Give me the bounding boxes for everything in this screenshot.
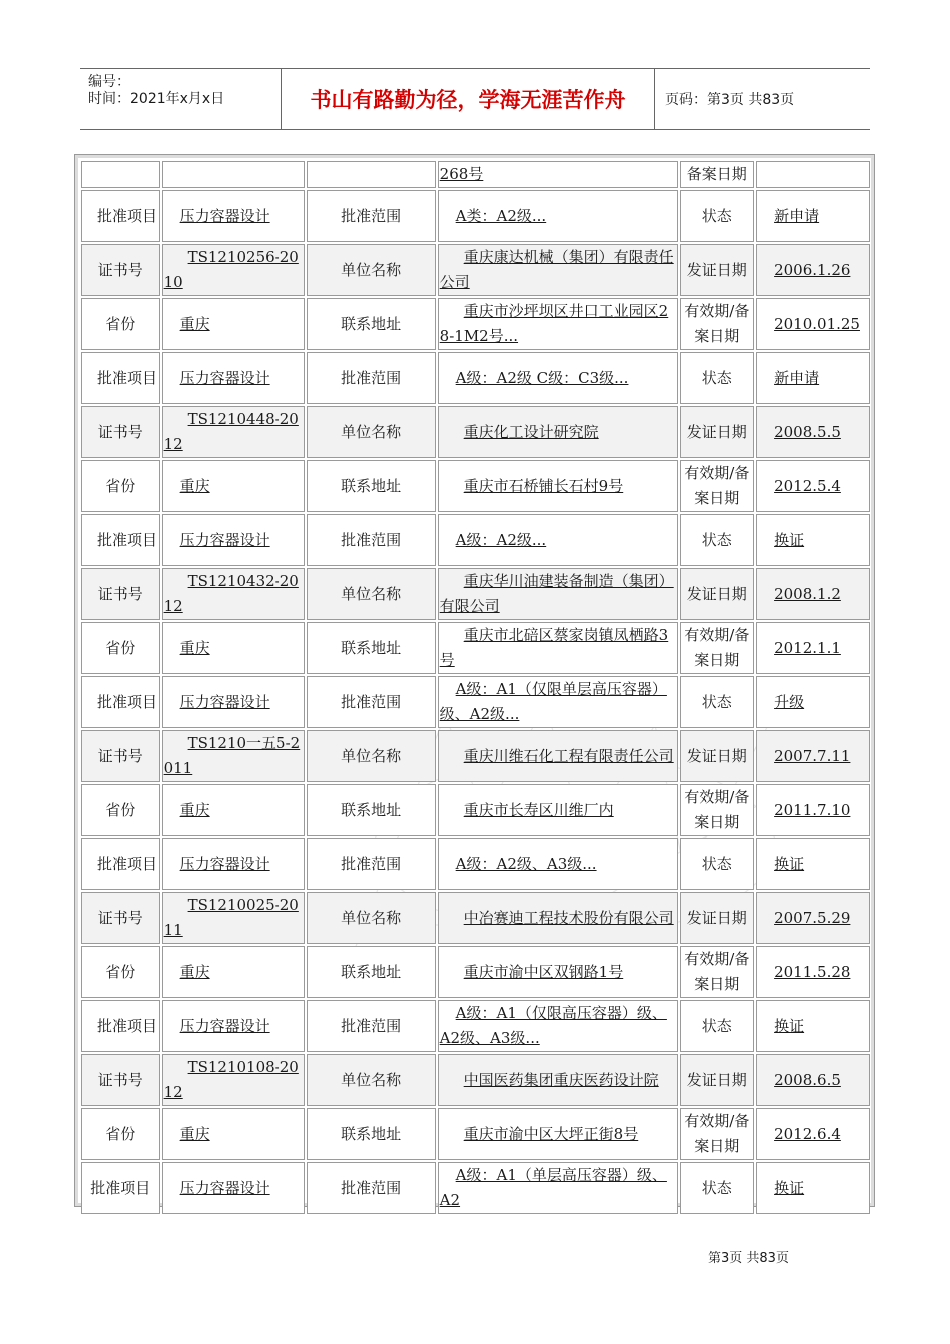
approval-item-cell <box>162 838 305 890</box>
address-label-cell: 联系地址 <box>307 298 436 350</box>
approval-item-cell <box>162 514 305 566</box>
cert-no-label-cell: 证书号 <box>81 1054 160 1106</box>
table-row <box>81 298 870 350</box>
valid-date-value[interactable]: 2012.1.1 <box>774 638 841 657</box>
address-label-cell: 联系地址 <box>307 622 436 674</box>
table-body <box>81 161 870 1214</box>
table-row <box>81 190 870 242</box>
valid-date-cell <box>756 1108 870 1160</box>
table-row <box>81 514 870 566</box>
approval-scope-label-cell: 批准范围 <box>307 838 436 890</box>
province-value[interactable]: 重庆 <box>179 638 210 657</box>
address-value[interactable]: 重庆市渝中区大坪正街8号 <box>463 1124 639 1143</box>
approval-scope-value[interactable]: A级：A2级... <box>455 530 547 549</box>
approval-item-label-cell: 批准项目 <box>81 352 160 404</box>
province-cell <box>162 784 305 836</box>
status-value[interactable]: 新申请 <box>774 206 820 225</box>
approval-item-cell <box>162 190 305 242</box>
approval-item-value[interactable]: 压力容器设计 <box>179 1178 270 1197</box>
valid-date-value[interactable]: 2011.5.28 <box>774 962 851 981</box>
table-row <box>81 460 870 512</box>
table-row <box>81 1108 870 1160</box>
province-value[interactable]: 重庆 <box>179 314 210 333</box>
issue-date-label-cell: 发证日期 <box>680 244 755 296</box>
valid-date-value[interactable]: 2011.7.10 <box>774 800 851 819</box>
status-cell <box>756 838 870 890</box>
status-label-cell: 状态 <box>680 190 755 242</box>
address-cell <box>438 1108 678 1160</box>
issue-date-value[interactable]: 2007.5.29 <box>774 908 851 927</box>
province-cell <box>162 298 305 350</box>
status-value[interactable]: 换证 <box>774 854 805 873</box>
unit-name-value[interactable]: 重庆华川油建装备制造（集团）有限公司 <box>439 572 674 615</box>
unit-name-label-cell: 单位名称 <box>307 1054 436 1106</box>
address-value[interactable]: 重庆市沙坪坝区井口工业园区28-1M2号... <box>439 302 669 345</box>
approval-scope-label-cell: 批准范围 <box>307 1162 436 1214</box>
header-page: 页码：第3页 共83页 <box>665 92 795 108</box>
status-value[interactable]: 升级 <box>774 692 805 711</box>
status-value[interactable]: 换证 <box>774 530 805 549</box>
status-cell <box>756 1000 870 1052</box>
approval-scope-label-cell: 批准范围 <box>307 190 436 242</box>
empty-cell <box>756 161 870 188</box>
unit-name-cell <box>438 1054 678 1106</box>
approval-item-cell <box>162 1162 305 1214</box>
address-label-cell: 联系地址 <box>307 460 436 512</box>
table-row <box>81 244 870 296</box>
status-label-cell: 状态 <box>680 514 755 566</box>
issue-date-cell <box>756 568 870 620</box>
status-label-cell: 状态 <box>680 1162 755 1214</box>
issue-date-cell <box>756 1054 870 1106</box>
cert-no-label-cell: 证书号 <box>81 244 160 296</box>
cert-no-value[interactable]: TS1210108-2012 <box>163 1058 299 1101</box>
cert-no-value[interactable]: TS1210432-2012 <box>163 572 299 615</box>
address-cell <box>438 784 678 836</box>
unit-name-label-cell: 单位名称 <box>307 406 436 458</box>
cert-no-cell <box>162 1054 305 1106</box>
unit-name-label-cell: 单位名称 <box>307 568 436 620</box>
valid-date-cell <box>756 946 870 998</box>
valid-date-label-cell: 有效期/备案日期 <box>680 298 755 350</box>
province-value[interactable]: 重庆 <box>179 476 210 495</box>
approval-item-cell <box>162 676 305 728</box>
unit-name-cell <box>438 892 678 944</box>
approval-scope-label-cell: 批准范围 <box>307 676 436 728</box>
approval-scope-cell <box>438 676 678 728</box>
address-cell <box>438 298 678 350</box>
unit-name-label-cell: 单位名称 <box>307 892 436 944</box>
status-value[interactable]: 新申请 <box>774 368 820 387</box>
valid-date-label-cell: 有效期/备案日期 <box>680 1108 755 1160</box>
status-cell <box>756 1162 870 1214</box>
address-label-cell: 联系地址 <box>307 784 436 836</box>
approval-scope-cell <box>438 838 678 890</box>
status-cell <box>756 514 870 566</box>
issue-date-value[interactable]: 2008.6.5 <box>774 1070 841 1089</box>
province-label-cell: 省份 <box>81 1108 160 1160</box>
cert-no-value[interactable]: TS1210256-2010 <box>163 248 299 291</box>
approval-scope-cell <box>438 190 678 242</box>
table-row <box>81 892 870 944</box>
issue-date-cell <box>756 244 870 296</box>
cert-no-label-cell: 证书号 <box>81 730 160 782</box>
approval-item-label-cell: 批准项目 <box>81 1000 160 1052</box>
empty-cell <box>307 161 436 188</box>
issue-date-cell <box>756 892 870 944</box>
approval-item-value[interactable]: 压力容器设计 <box>179 854 270 873</box>
address-cell <box>438 460 678 512</box>
date-label-cell: 备案日期 <box>680 161 755 188</box>
valid-date-label-cell: 有效期/备案日期 <box>680 622 755 674</box>
valid-date-value[interactable]: 2010.01.25 <box>774 314 860 333</box>
unit-name-value[interactable]: 中国医药集团重庆医药设计院 <box>463 1070 659 1089</box>
unit-name-value[interactable]: 重庆康达机械（集团）有限责任公司 <box>439 248 674 291</box>
unit-name-cell <box>438 730 678 782</box>
status-cell <box>756 352 870 404</box>
approval-item-label-cell: 批准项目 <box>81 514 160 566</box>
address-label-cell: 联系地址 <box>307 946 436 998</box>
cert-no-label-cell: 证书号 <box>81 568 160 620</box>
province-cell <box>162 622 305 674</box>
table-row <box>81 622 870 674</box>
province-label-cell: 省份 <box>81 460 160 512</box>
certificate-table <box>79 159 872 1216</box>
table-row <box>81 784 870 836</box>
issue-date-label-cell: 发证日期 <box>680 568 755 620</box>
address-value[interactable]: 重庆市长寿区川维厂内 <box>463 800 614 819</box>
header-code: 编号： <box>88 74 130 90</box>
province-label-cell: 省份 <box>81 784 160 836</box>
address-label-cell: 联系地址 <box>307 1108 436 1160</box>
certificate-table-frame <box>74 154 875 1207</box>
table-row <box>81 568 870 620</box>
status-cell <box>756 190 870 242</box>
approval-scope-cell <box>438 1162 678 1214</box>
province-label-cell: 省份 <box>81 622 160 674</box>
page-header <box>80 68 870 130</box>
province-label-cell: 省份 <box>81 298 160 350</box>
status-value[interactable]: 换证 <box>774 1016 805 1035</box>
table-row <box>81 406 870 458</box>
status-label-cell: 状态 <box>680 352 755 404</box>
approval-item-value[interactable]: 压力容器设计 <box>179 368 270 387</box>
province-value[interactable]: 重庆 <box>179 962 210 981</box>
approval-scope-label-cell: 批准范围 <box>307 352 436 404</box>
table-row <box>81 1000 870 1052</box>
status-label-cell: 状态 <box>680 676 755 728</box>
province-cell <box>162 460 305 512</box>
approval-item-cell <box>162 1000 305 1052</box>
cert-no-cell <box>162 568 305 620</box>
province-cell <box>162 1108 305 1160</box>
approval-item-value[interactable]: 压力容器设计 <box>179 530 270 549</box>
valid-date-cell <box>756 460 870 512</box>
approval-scope-value[interactable]: A类：A2级... <box>455 206 547 225</box>
issue-date-value[interactable]: 2008.5.5 <box>774 422 841 441</box>
issue-date-label-cell: 发证日期 <box>680 406 755 458</box>
unit-name-label-cell: 单位名称 <box>307 244 436 296</box>
header-date: 时间：2021年x月x日 <box>88 91 225 107</box>
address-value[interactable]: 重庆市石桥铺长石村9号 <box>463 476 624 495</box>
issue-date-label-cell: 发证日期 <box>680 1054 755 1106</box>
approval-item-value[interactable]: 压力容器设计 <box>179 206 270 225</box>
cert-no-value[interactable]: TS1210025-2011 <box>163 896 299 939</box>
approval-scope-value[interactable]: A级：A1（仅限高压容器）级、A2级、A3级... <box>439 1004 667 1047</box>
approval-scope-value[interactable]: A级：A1（仅限单层高压容器）级、A2级... <box>439 680 667 723</box>
approval-scope-cell <box>438 1000 678 1052</box>
approval-scope-value[interactable]: A级：A2级、A3级... <box>455 854 597 873</box>
page-footer: 第3页 共83页 <box>708 1251 789 1266</box>
issue-date-value[interactable]: 2008.1.2 <box>774 584 841 603</box>
address-cell <box>438 946 678 998</box>
issue-date-label-cell: 发证日期 <box>680 730 755 782</box>
table-row <box>81 161 870 188</box>
issue-date-value[interactable]: 2007.7.11 <box>774 746 851 765</box>
approval-scope-value[interactable]: A级：A2级 C级：C3级... <box>455 368 629 387</box>
valid-date-label-cell: 有效期/备案日期 <box>680 946 755 998</box>
unit-name-value[interactable]: 重庆川维石化工程有限责任公司 <box>463 746 674 765</box>
status-label-cell: 状态 <box>680 838 755 890</box>
valid-date-value[interactable]: 2012.6.4 <box>774 1124 841 1143</box>
cert-no-label-cell: 证书号 <box>81 892 160 944</box>
address-value[interactable]: 重庆市北碚区蔡家岗镇凤栖路3号 <box>439 626 669 669</box>
cert-no-cell <box>162 892 305 944</box>
address-value[interactable]: 重庆市渝中区双钢路1号 <box>463 962 624 981</box>
approval-item-label-cell: 批准项目 <box>81 190 160 242</box>
cert-no-cell <box>162 244 305 296</box>
empty-cell <box>81 161 160 188</box>
unit-name-value[interactable]: 中冶赛迪工程技术股份有限公司 <box>463 908 674 927</box>
status-cell <box>756 676 870 728</box>
table-row <box>81 1162 870 1214</box>
approval-scope-label-cell: 批准范围 <box>307 514 436 566</box>
approval-scope-value[interactable]: A级：A1（单层高压容器）级、A2 <box>439 1166 667 1209</box>
issue-date-label-cell: 发证日期 <box>680 892 755 944</box>
table-row <box>81 1054 870 1106</box>
issue-date-value[interactable]: 2006.1.26 <box>774 260 851 279</box>
valid-date-label-cell: 有效期/备案日期 <box>680 460 755 512</box>
unit-name-label-cell: 单位名称 <box>307 730 436 782</box>
status-value[interactable]: 换证 <box>774 1178 805 1197</box>
cert-no-value[interactable]: TS1210448-2012 <box>163 410 299 453</box>
header-meta <box>80 69 282 129</box>
unit-name-cell <box>438 244 678 296</box>
valid-date-label-cell: 有效期/备案日期 <box>680 784 755 836</box>
address-value: 268号 <box>439 165 484 183</box>
approval-scope-cell <box>438 514 678 566</box>
cert-no-cell <box>162 406 305 458</box>
cert-no-cell <box>162 730 305 782</box>
table-row <box>81 730 870 782</box>
issue-date-cell <box>756 730 870 782</box>
unit-name-value[interactable]: 重庆化工设计研究院 <box>463 422 599 441</box>
cert-no-value[interactable]: TS1210一五5-2011 <box>163 734 301 777</box>
table-row <box>81 676 870 728</box>
valid-date-cell <box>756 298 870 350</box>
valid-date-cell <box>756 622 870 674</box>
empty-cell <box>162 161 305 188</box>
province-value[interactable]: 重庆 <box>179 800 210 819</box>
approval-item-cell <box>162 352 305 404</box>
approval-item-label-cell: 批准项目 <box>81 676 160 728</box>
issue-date-cell <box>756 406 870 458</box>
cert-no-label-cell: 证书号 <box>81 406 160 458</box>
province-label-cell: 省份 <box>81 946 160 998</box>
province-cell <box>162 946 305 998</box>
approval-item-value[interactable]: 压力容器设计 <box>179 692 270 711</box>
approval-item-label-cell: 批准项目 <box>81 1162 160 1214</box>
table-row <box>81 352 870 404</box>
table-row <box>81 946 870 998</box>
approval-scope-label-cell: 批准范围 <box>307 1000 436 1052</box>
unit-name-cell <box>438 568 678 620</box>
header-slogan: 书山有路勤为径，学海无涯苦作舟 <box>282 69 655 129</box>
approval-item-value[interactable]: 压力容器设计 <box>179 1016 270 1035</box>
approval-scope-cell <box>438 352 678 404</box>
unit-name-cell <box>438 406 678 458</box>
table-row <box>81 838 870 890</box>
address-cell <box>438 161 678 188</box>
approval-item-label-cell: 批准项目 <box>81 838 160 890</box>
status-label-cell: 状态 <box>680 1000 755 1052</box>
valid-date-value[interactable]: 2012.5.4 <box>774 476 841 495</box>
valid-date-cell <box>756 784 870 836</box>
address-cell <box>438 622 678 674</box>
province-value[interactable]: 重庆 <box>179 1124 210 1143</box>
